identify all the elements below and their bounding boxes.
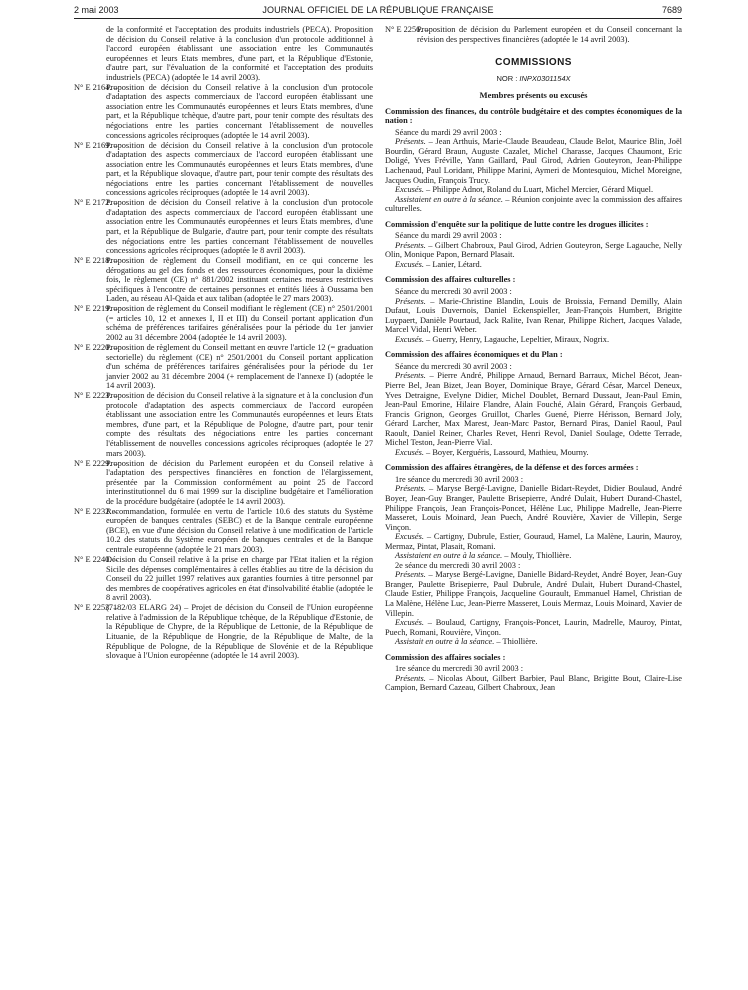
commission-title: Commission des affaires culturelles : — [385, 275, 516, 285]
entry-number: N° E 2169. – — [74, 140, 118, 150]
entry-e2164 — [74, 83, 373, 140]
entry-e2172 — [74, 198, 373, 255]
excuses-names: – Boyer, Kerguéris, Lassourd, Mathieu, Mourny. — [423, 447, 589, 457]
excuses-line — [385, 532, 682, 551]
presents-names: – Maryse Bergé-Lavigne, Danielle Bidart-Reydet, Didier Boulaud, André Boyer, Jean-Guy Branger, Paulette Brisepierre, André Dulait, Hubert Durand-Chastel, Philippe François, Jean François-Poncet, Hélène Luc, Philippe Madrelle, Jean-Pierre Masseret, Louis Moinard, Jean Puech, André Rouvière, Xavier de Villepin, Serge Vinçon. — [385, 484, 682, 532]
entry-number: N° E 2219. – — [74, 304, 118, 314]
assist-text: – Mouly, Thiollière. — [502, 551, 572, 561]
assist-label: Assistaient en outre à la séance. — [395, 551, 503, 561]
nor-reference — [385, 74, 682, 84]
excuses-line — [385, 260, 682, 270]
presents-line — [385, 297, 682, 335]
excuses-line — [385, 185, 682, 195]
commission-economiques — [385, 350, 682, 457]
entry-e2240 — [74, 555, 373, 603]
session-date: Séance du mercredi 30 avril 2003 : — [395, 361, 512, 371]
section-subtitle: Membres présents ou excusés — [479, 90, 588, 101]
entry-number: N° E 2253. – — [74, 603, 118, 613]
excuses-label: Excusés. — [395, 334, 424, 344]
entry-text: Proposition de décision du Conseil relative à la conclusion d'un protocole d'adaptation des aspects commerciaux de l'accord européen établissant une association entre les Communautés européennes et leurs Etats membres, d'une part, et la République de Bulgarie, d'autre part, pour tenir compte des résultats des négociations entre les parties concernant l'établissement de nouvelles concessions agricoles réciproques (adoptée le 8 avril 2003). — [106, 198, 373, 256]
header-page-number: 7689 — [661, 5, 682, 15]
excuses-names: – Philippe Adnot, Roland du Luart, Michel Mercier, Gérard Miquel. — [423, 185, 654, 195]
nor-label: NOR : — [496, 73, 518, 83]
entry-e2256 — [385, 25, 682, 44]
entry-number: N° E 2218. – — [74, 256, 118, 266]
excuses-names: – Boulaud, Cartigny, François-Poncet, Laurin, Madrelle, Mauroy, Pintat, Puech, Romani, Rouvière, Vinçon. — [385, 618, 682, 637]
excuses-label: Excusés. — [395, 618, 424, 628]
entry-e2220 — [74, 343, 373, 391]
session-date: 1re séance du mercredi 30 avril 2003 : — [395, 664, 524, 674]
presents-label: Présents. — [395, 371, 426, 381]
commission-finances — [385, 107, 682, 214]
entry-text: (7182/03 ELARG 24) – Projet de décision du Conseil de l'Union européenne relative à l'admission de la République tchèque, de la République d'Estonie, de la République de Chypre, de la République de Lettonie, de la République de Lituanie, de la République de Hongrie, de la République de Malte, de la République de Pologne, de la République de Slovénie et de la République slovaque à l'Union européenne (adoptée le 14 avril 2003). — [106, 603, 373, 661]
entry-e2218 — [74, 256, 373, 304]
excuses-names: – Guerry, Henry, Lagauche, Lepeltier, Miraux, Nogrix. — [423, 334, 610, 344]
presents-line — [385, 241, 682, 260]
excuses-label: Excusés. — [395, 447, 424, 457]
presents-label: Présents. — [395, 484, 426, 494]
presents-line — [385, 371, 682, 447]
session-date: Séance du mardi 29 avril 2003 : — [395, 231, 502, 241]
entry-text: Proposition de décision du Parlement européen et du Conseil concernant la révision des perspectives financières (adoptée le 14 avril 2003). — [417, 25, 682, 44]
entry-number: N° E 2223. – — [74, 391, 118, 401]
entry-text: Recommandation, formulée en vertu de l'article 10.6 des statuts du Système européen de banques centrales (SEBC) et de la Banque centrale européenne (BCE), en vue d'une décision du Conseil relative à une modification de l'article 10.2 des statuts du Système européen de banques centrales et de la Banque centrale européenne (adoptée le 21 mars 2003). — [106, 506, 373, 555]
presents-label: Présents. — [395, 240, 426, 250]
entry-e2219 — [74, 304, 373, 342]
presents-label: Présents. — [395, 137, 426, 147]
entry-text: Proposition de décision du Parlement européen et du Conseil relative à l'adaptation des perspectives financières en fonction de l'élargissement, présentée par la Commission conformément au point 25 de l'accord interinstitutionnel du 6 mai 1999 sur la discipline budgétaire et l'amélioration de la procédure budgétaire (adoptée le 14 avril 2003). — [106, 458, 373, 506]
commission-title: Commission des finances, du contrôle budgétaire et des comptes économiques de la nation : — [385, 106, 682, 126]
commission-title: Commission d'enquête sur la politique de lutte contre les drogues illicites : — [385, 219, 649, 229]
presents-line — [385, 674, 682, 693]
entry-text: Proposition de règlement du Conseil mettant en œuvre l'article 12 (= graduation sectorielle) du règlement (CE) n° 2501/2001 du Conseil portant application d'un schéma de préférences tarifaires généralisées pour la période du 1er janvier 2002 au 31 décembre 2004 (+ remplacement de l'annexe I) (adoptée le 14 avril 2003). — [106, 343, 373, 391]
excuses-label: Excusés. — [395, 185, 424, 195]
entry-number: N° E 2256. – — [385, 25, 429, 34]
entry-text: Proposition de décision du Conseil relative à la conclusion d'un protocole d'adaptation des aspects commerciaux de l'accord européen établissant une association entre les Communautés européennes et leurs Etats membres, d'une part, et la République tchèque, d'autre part, pour tenir compte des résultats des négociations entre les parties concernant l'établissement de nouvelles concessions agricoles réciproques (adoptée le 14 avril 2003). — [106, 82, 373, 140]
entry-number: N° E 2232. – — [74, 506, 118, 516]
assist-text: – Thiollière. — [494, 637, 538, 647]
session-date: 1re séance du mercredi 30 avril 2003 : — [395, 474, 524, 484]
entry-number: N° E 2172. – — [74, 198, 118, 208]
excuses-line — [385, 618, 682, 637]
entry-text: Proposition de décision du Conseil relative à la conclusion d'un protocole d'adaptation des aspects commerciaux de l'accord européen établissant une association entre les Communautés européennes et leurs Etats membres, d'une part, et la République slovaque, d'autre part, pour tenir compte des résultats des négociations entre les parties concernant l'établissement de nouvelles concessions agricoles réciproques (adoptée le 14 avril 2003). — [106, 140, 373, 198]
entry-number: N° E 2220. – — [74, 343, 118, 353]
commission-title: Commission des affaires étrangères, de la défense et des forces armées : — [385, 463, 639, 473]
entry-e2169 — [74, 141, 373, 198]
presents-names: – Marie-Christine Blandin, Louis de Broissia, Fernand Demilly, Alain Dufaut, Louis Duvernois, Daniel Eckenspieller, Jean-François Humbert, Brigitte Luypaert, Danièle Pourtaud, Jack Ralite, Ivan Renar, Philippe Richert, Jacques Valade, Marcel Vidal, Henri Weber. — [385, 296, 682, 335]
excuses-label: Excusés. — [395, 532, 424, 542]
commission-etrangeres — [385, 463, 682, 646]
assist-line — [385, 637, 682, 647]
presents-label: Présents. — [395, 673, 426, 683]
assist-label: Assistaient en outre à la séance. — [395, 194, 503, 204]
presents-names: – Jean Arthuis, Marie-Claude Beaudeau, Claude Belot, Maurice Blin, Joël Bourdin, Gérard Braun, Auguste Cazalet, Michel Charasse, Jacques Chaumont, Eric Doligé, Yves Fréville, Yann Gaillard, Paul Girod, Adrien Gouteyron, Jean-Philippe Lachenaud, Paul Loridant, Philippe Marini, Aymeri de Montesquiou, Michel Moreigne, Jacques Oudin, François Trucy. — [385, 137, 682, 185]
entry-text: Proposition de règlement du Conseil modifiant, en ce qui concerne les dérogations au gel des fonds et des ressources économiques, pour la dixième fois, le règlement (CE) n° 881/2002 instituant certaines mesures restrictives spécifiques à l'encontre de certaines personnes et entités liées à Oussama ben Laden, au réseau Al-Qaida et aux taliban (adoptée le 27 mars 2003). — [106, 256, 373, 304]
entry-number: N° E 2229. – — [74, 458, 118, 468]
excuses-label: Excusés. — [395, 259, 424, 269]
commission-title: Commission des affaires sociales : — [385, 652, 506, 662]
section-title: COMMISSIONS — [495, 57, 572, 69]
excuses-line — [385, 335, 682, 345]
entry-number: N° E 2240. – — [74, 555, 118, 565]
commission-drogues — [385, 220, 682, 270]
presents-line — [385, 137, 682, 185]
assist-line — [385, 551, 682, 561]
excuses-names: – Lanier, Létard. — [423, 259, 482, 269]
session-date: Séance du mercredi 30 avril 2003 : — [395, 287, 512, 297]
entry-text: Proposition de décision du Conseil relative à la signature et à la conclusion d'un protocole d'adaptation des aspects commerciaux de l'accord européen établissant une association entre les Communautés européennes et leurs Etats membres, d'une part, et la République de Pologne, d'autre part, pour tenir compte des résultats des négociations entre les parties concernant l'établissement de nouvelles concessions agricoles réciproques (adoptée le 27 mars 2003). — [106, 391, 373, 458]
page-header — [74, 4, 682, 19]
entry-e2229 — [74, 459, 373, 507]
presents-names: – Gilbert Chabroux, Paul Girod, Adrien Gouteyron, Serge Lagauche, Nelly Olin, Monique Papon, Bernard Plasait. — [385, 240, 682, 260]
presents-line — [385, 570, 682, 618]
commission-sociales — [385, 653, 682, 693]
presents-names: – Maryse Bergé-Lavigne, Danielle Bidard-Reydet, André Boyer, Jean-Guy Branger, Paulette Brisepierre, Paul Dubrule, André Dulait, Hubert Durand-Chastel, Claude Estier, Philippe François, Jacqueline Gourault, Emmanuel Hamel, Christian de La Malène, Hélène Luc, Jean-Pierre Masseret, Louis Mermaz, Louis Moinard, Xavier de Villepin. — [385, 570, 682, 618]
assist-line — [385, 195, 682, 214]
presents-names: – Nicolas About, Gilbert Barbier, Paul Blanc, Brigitte Bout, Claire-Lise Campion, Bernard Cazeau, Gilbert Chabroux, Jean — [385, 673, 682, 693]
nor-code: INPX0301154X — [519, 73, 571, 83]
presents-label: Présents. — [395, 296, 426, 306]
excuses-line — [385, 448, 682, 458]
header-date: 2 mai 2003 — [74, 5, 119, 15]
right-column — [385, 25, 682, 693]
commission-title: Commission des affaires économiques et du Plan : — [385, 350, 563, 360]
entry-number: N° E 2164. – — [74, 82, 118, 92]
session-date: 2e séance du mercredi 30 avril 2003 : — [395, 560, 521, 570]
entry-text: Décision du Conseil relative à la prise en charge par l'Etat italien et la région Sicile des dépenses complémentaires à celles établies au titre de la décision du Conseil du 22 juillet 1997 relatives aux garanties fournies à titre personnel par des membres de coopératives agricoles en état d'insolvabilité établie (adoptée le 8 avril 2003). — [106, 555, 373, 603]
presents-label: Présents. — [395, 570, 426, 580]
excuses-names: – Cartigny, Dubrule, Estier, Gouraud, Hamel, La Malène, Laurin, Mauroy, Mermaz, Pintat, Plasait, Romani. — [385, 532, 682, 551]
presents-line — [385, 484, 682, 532]
entry-text: Proposition de règlement du Conseil modifiant le règlement (CE) n° 2501/2001 (= articles 10, 12 et annexes I, II et III) du Conseil portant application d'un schéma de préférences tarifaires généralisées pour la période du 1er janvier 2002 au 31 décembre 2004 (adoptée le 14 avril 2003). — [106, 304, 373, 342]
session-date: Séance du mardi 29 avril 2003 : — [395, 127, 502, 137]
assist-label: Assistait en outre à la séance. — [395, 637, 495, 647]
entry-e2232 — [74, 507, 373, 555]
assist-text: – Réunion conjointe avec la commission des affaires culturelles. — [385, 194, 682, 214]
entry-e2253 — [74, 603, 373, 660]
presents-names: – Pierre André, Philippe Arnaud, Bernard Barraux, Michel Bécot, Jean-Pierre Bel, Jean Bizet, Jean Boyer, Dominique Braye, Gérard César, Marcel Deneux, Yves Detraigne, Evelyne Didier, Michel Doublet, Bernard Dussaut, Jean-Paul Emin, Jean-Paul Emorine, Hilaire Flandre, Alain Fouché, Alain Gérard, François Gerbaud, Francis Grignon, Georges Gruillot, Charles Guené, Pierre Hérisson, Bernard Joly, Gérard Larcher, Max Marest, Jean-Marc Pastor, Bernard Piras, Daniel Raoul, Paul Raoult, Daniel Reiner, Charles Revet, Henri Revol, Daniel Soulage, Odette Terrade, Michel Teston, Jean-Pierre Vial. — [385, 371, 682, 448]
commission-culturelles — [385, 275, 682, 344]
entry-e2223 — [74, 391, 373, 458]
left-column — [74, 25, 373, 661]
continued-entry-text: de la conformité et l'acceptation des produits industriels (PECA). Proposition de décision du Conseil relative à la conclusion d'un protocole additionnel à l'accord européen établissant une association entre les Communautés européennes et leurs Etats membres, d'une part, et la République d'Estonie, d'autre part, sur l'évaluation de la conformité et l'acceptation des produits industriels (PECA) (adoptée le 14 avril 2003). — [106, 25, 373, 82]
header-journal-title: JOURNAL OFFICIEL DE LA RÉPUBLIQUE FRANÇAISE — [262, 5, 494, 15]
